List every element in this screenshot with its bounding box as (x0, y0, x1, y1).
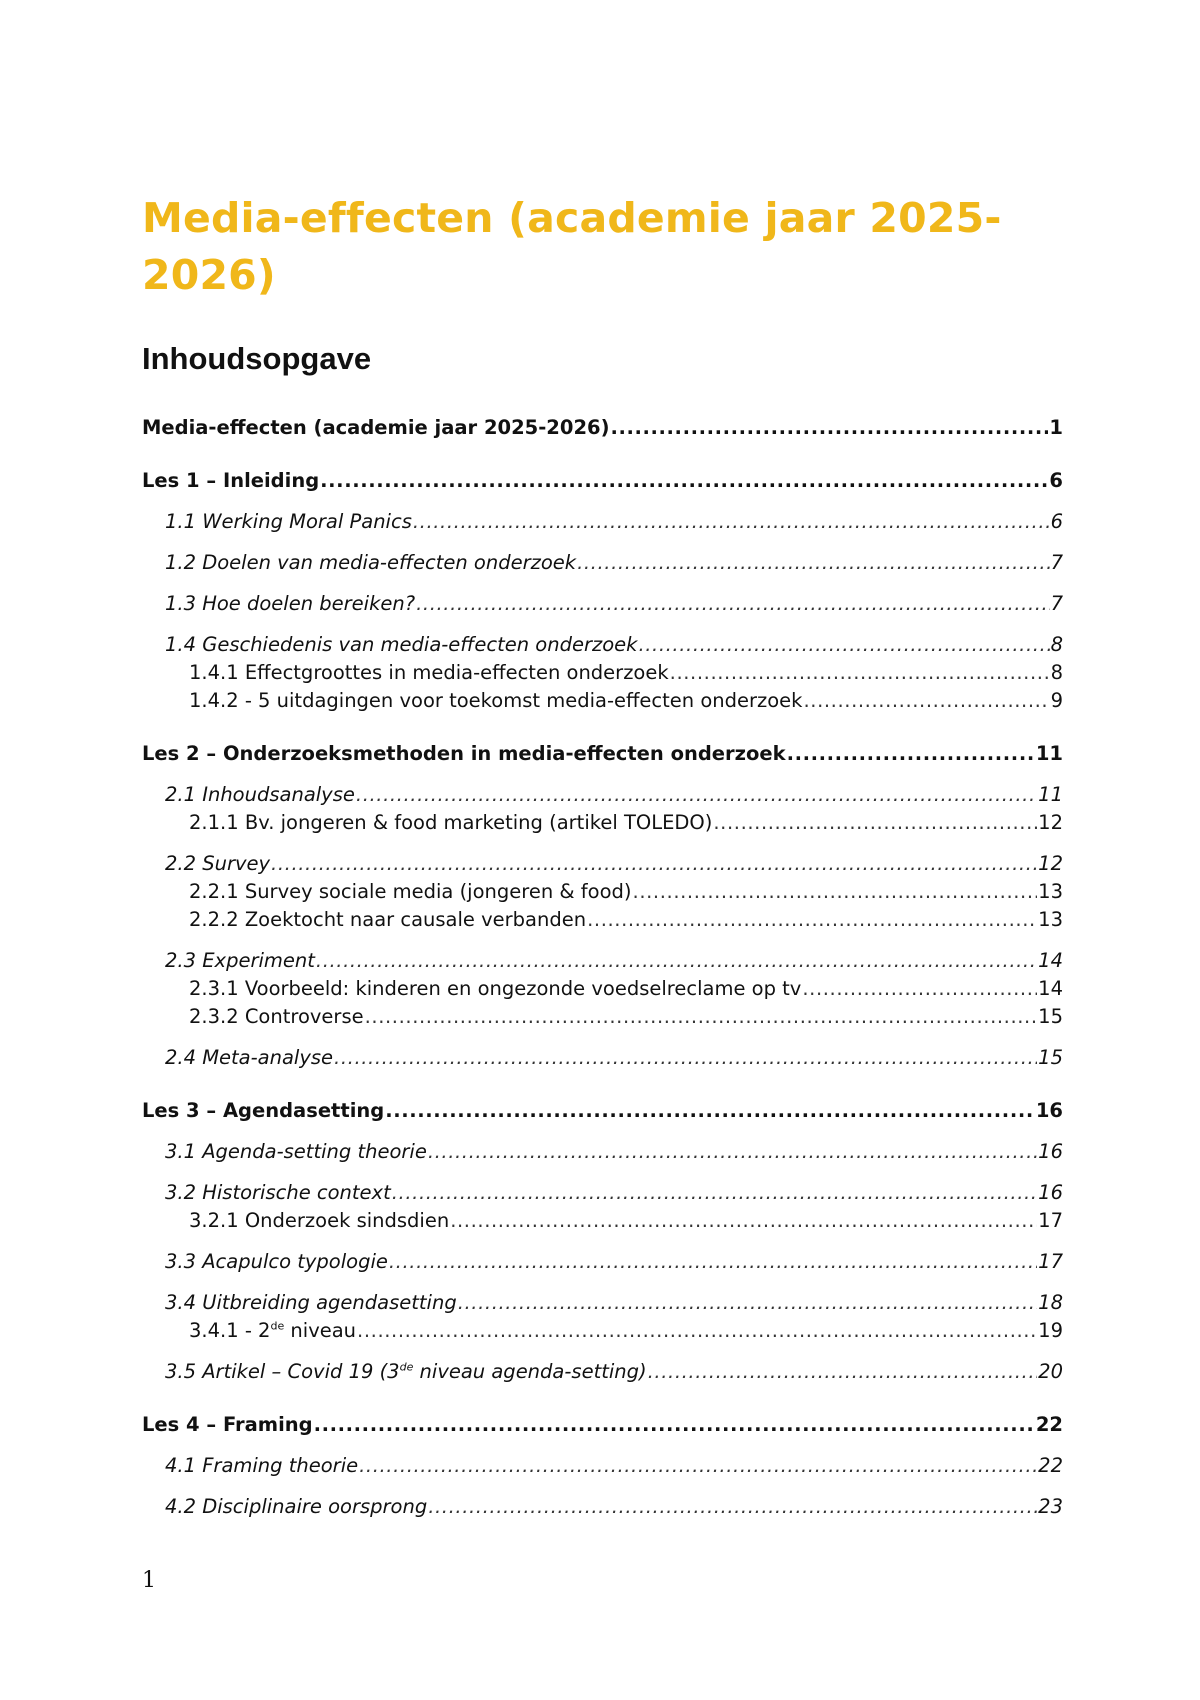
toc-entry-page: 16 (1038, 1181, 1063, 1204)
toc-entry-level-3[interactable] (142, 687, 1063, 715)
toc-entry-page: 6 (1049, 469, 1063, 492)
toc-entry-title-part: niveau agenda-setting) (413, 1360, 647, 1383)
toc-entry-title: 2.2.1 Survey sociale media (jongeren & food) (189, 880, 632, 903)
toc-entry-level-3[interactable] (142, 809, 1063, 837)
toc-entry-page: 17 (1038, 1209, 1063, 1232)
toc-entry-superscript: de (399, 1360, 414, 1374)
toc-entry-title: 2.3.1 Voorbeeld: kinderen en ongezonde voedselreclame op tv (189, 977, 802, 1000)
toc-entry-page: 22 (1035, 1413, 1063, 1436)
toc-entry-title: Les 1 – Inleiding (142, 469, 320, 492)
toc-entry-level-1[interactable] (142, 740, 1063, 768)
toc-entry-title: 1.3 Hoe doelen bereiken? (165, 592, 416, 615)
toc-dot-leader (389, 1248, 1037, 1276)
toc-entry-page: 17 (1038, 1250, 1063, 1273)
toc-entry-title: 2.4 Meta-analyse (165, 1046, 334, 1069)
toc-entry-page: 11 (1035, 742, 1063, 765)
toc-entry-level-2[interactable] (142, 1289, 1063, 1317)
toc-entry-level-1[interactable] (142, 1097, 1063, 1125)
toc-entry-title: 2.3.2 Controverse (189, 1005, 364, 1028)
toc-dot-leader (428, 1493, 1037, 1521)
toc-entry-level-2[interactable] (142, 1493, 1063, 1521)
toc-dot-leader (356, 781, 1037, 809)
toc-entry-title: 3.2.1 Onderzoek sindsdien (189, 1209, 450, 1232)
document-title: Media-effecten (academie jaar 2025-2026) (142, 194, 1002, 299)
toc-heading: Inhoudsopgave (142, 341, 372, 376)
toc-dot-leader (450, 1207, 1037, 1235)
toc-entry-level-2[interactable] (142, 781, 1063, 809)
toc-entry-page: 14 (1038, 977, 1063, 1000)
toc-entry-page: 7 (1050, 551, 1063, 574)
toc-dot-leader (359, 1452, 1037, 1480)
toc-entry-superscript: de (270, 1319, 285, 1333)
toc-entry-level-2[interactable] (142, 590, 1063, 618)
toc-entry-page: 9 (1050, 689, 1063, 712)
toc-dot-leader (385, 1097, 1035, 1125)
toc-entry-title-part: niveau (284, 1319, 357, 1342)
toc-entry-level-3[interactable] (142, 1317, 1063, 1345)
toc-entry-level-2[interactable] (142, 850, 1063, 878)
toc-dot-leader (577, 549, 1050, 577)
toc-dot-leader (713, 809, 1037, 837)
toc-entry-title: 3.2 Historische context (165, 1181, 391, 1204)
toc-entry-title-part: 3.5 Artikel – Covid 19 (3 (165, 1360, 400, 1383)
toc-entry-page: 12 (1038, 811, 1063, 834)
toc-entry-title-part: 3.4.1 - 2 (189, 1319, 271, 1342)
toc-dot-leader (458, 1289, 1037, 1317)
toc-entry-page: 14 (1038, 949, 1063, 972)
toc-dot-leader (802, 975, 1037, 1003)
toc-entry-page: 6 (1050, 510, 1063, 533)
toc-entry-page: 22 (1038, 1454, 1063, 1477)
toc-dot-leader (357, 1317, 1037, 1345)
toc-entry-title: 1.4 Geschiedenis van media-effecten onderzoek (165, 633, 638, 656)
toc-dot-leader (271, 850, 1037, 878)
toc-entry-title (165, 1358, 647, 1386)
toc-entry-page: 15 (1038, 1005, 1063, 1028)
toc-dot-leader (314, 1411, 1035, 1439)
toc-entry-level-2[interactable] (142, 1044, 1063, 1072)
toc-entry-title: Les 4 – Framing (142, 1413, 313, 1436)
toc-entry-page: 19 (1038, 1319, 1063, 1342)
toc-entry-page: 15 (1038, 1046, 1063, 1069)
toc-entry-page: 13 (1038, 908, 1063, 931)
toc-entry-title: 3.4 Uitbreiding agendasetting (165, 1291, 457, 1314)
toc-entry-page: 12 (1038, 852, 1063, 875)
toc-entry-title: 1.2 Doelen van media-effecten onderzoek (165, 551, 577, 574)
toc-entry-title: 1.4.2 - 5 uitdagingen voor toekomst media-effecten onderzoek (189, 689, 803, 712)
toc-dot-leader (803, 687, 1049, 715)
toc-entry-page: 16 (1035, 1099, 1063, 1122)
toc-entry-title: 4.2 Disciplinaire oorsprong (165, 1495, 428, 1518)
toc-entry-level-3[interactable] (142, 659, 1063, 687)
toc-entry-level-3[interactable] (142, 1003, 1063, 1031)
toc-entry-page: 16 (1038, 1140, 1063, 1163)
page-number: 1 (142, 1568, 156, 1593)
toc-dot-leader (428, 1138, 1037, 1166)
toc-entry-title: 4.1 Framing theorie (165, 1454, 359, 1477)
toc-dot-leader (587, 906, 1037, 934)
toc-dot-leader (316, 947, 1037, 975)
toc-entry-page: 13 (1038, 880, 1063, 903)
toc-entry-title: 2.1.1 Bv. jongeren & food marketing (artikel TOLEDO) (189, 811, 713, 834)
toc-entry-title: 2.3 Experiment (165, 949, 315, 972)
toc-entry-page: 23 (1038, 1495, 1063, 1518)
toc-entry-level-3[interactable] (142, 975, 1063, 1003)
toc-entry-title: 2.2 Survey (165, 852, 271, 875)
toc-entry-title: Media-effecten (academie jaar 2025-2026) (142, 416, 610, 439)
toc-dot-leader (365, 1003, 1038, 1031)
toc-entry-level-2[interactable] (142, 1248, 1063, 1276)
toc-dot-leader (787, 740, 1035, 768)
table-of-contents (142, 414, 1063, 1521)
toc-entry-title: 1.4.1 Effectgroottes in media-effecten onderzoek (189, 661, 669, 684)
toc-entry-page: 8 (1050, 661, 1063, 684)
toc-entry-page: 20 (1038, 1360, 1063, 1383)
toc-dot-leader (670, 659, 1050, 687)
toc-entry-level-2[interactable] (142, 1179, 1063, 1207)
document-page (142, 190, 1063, 1521)
toc-dot-leader (392, 1179, 1037, 1207)
toc-entry-title: Les 3 – Agendasetting (142, 1099, 385, 1122)
toc-dot-leader (633, 878, 1038, 906)
toc-entry-level-2[interactable] (142, 1138, 1063, 1166)
toc-entry-level-1[interactable] (142, 467, 1063, 495)
toc-entry-title: 3.1 Agenda-setting theorie (165, 1140, 427, 1163)
toc-entry-title: 2.2.2 Zoektocht naar causale verbanden (189, 908, 587, 931)
toc-dot-leader (638, 631, 1049, 659)
toc-entry-level-2[interactable] (142, 1358, 1063, 1386)
toc-entry-title (189, 1317, 356, 1345)
toc-entry-title: Les 2 – Onderzoeksmethoden in media-effecten onderzoek (142, 742, 786, 765)
toc-entry-level-3[interactable] (142, 878, 1063, 906)
toc-entry-level-1[interactable] (142, 1411, 1063, 1439)
toc-entry-level-2[interactable] (142, 947, 1063, 975)
toc-entry-level-2[interactable] (142, 508, 1063, 536)
toc-entry-page: 8 (1050, 633, 1063, 656)
toc-dot-leader (648, 1358, 1038, 1386)
toc-dot-leader (334, 1044, 1037, 1072)
toc-dot-leader (320, 467, 1048, 495)
toc-entry-level-1[interactable] (142, 414, 1063, 442)
toc-entry-level-2[interactable] (142, 631, 1063, 659)
toc-entry-page: 11 (1038, 783, 1063, 806)
toc-entry-level-3[interactable] (142, 906, 1063, 934)
toc-entry-page: 18 (1038, 1291, 1063, 1314)
toc-entry-level-2[interactable] (142, 1452, 1063, 1480)
toc-entry-level-2[interactable] (142, 549, 1063, 577)
toc-entry-level-3[interactable] (142, 1207, 1063, 1235)
toc-dot-leader (413, 508, 1050, 536)
toc-entry-title: 3.3 Acapulco typologie (165, 1250, 388, 1273)
toc-dot-leader (611, 414, 1049, 442)
toc-dot-leader (416, 590, 1049, 618)
toc-entry-title: 2.1 Inhoudsanalyse (165, 783, 355, 806)
toc-entry-page: 1 (1049, 416, 1063, 439)
toc-entry-title: 1.1 Werking Moral Panics (165, 510, 412, 533)
toc-entry-page: 7 (1050, 592, 1063, 615)
